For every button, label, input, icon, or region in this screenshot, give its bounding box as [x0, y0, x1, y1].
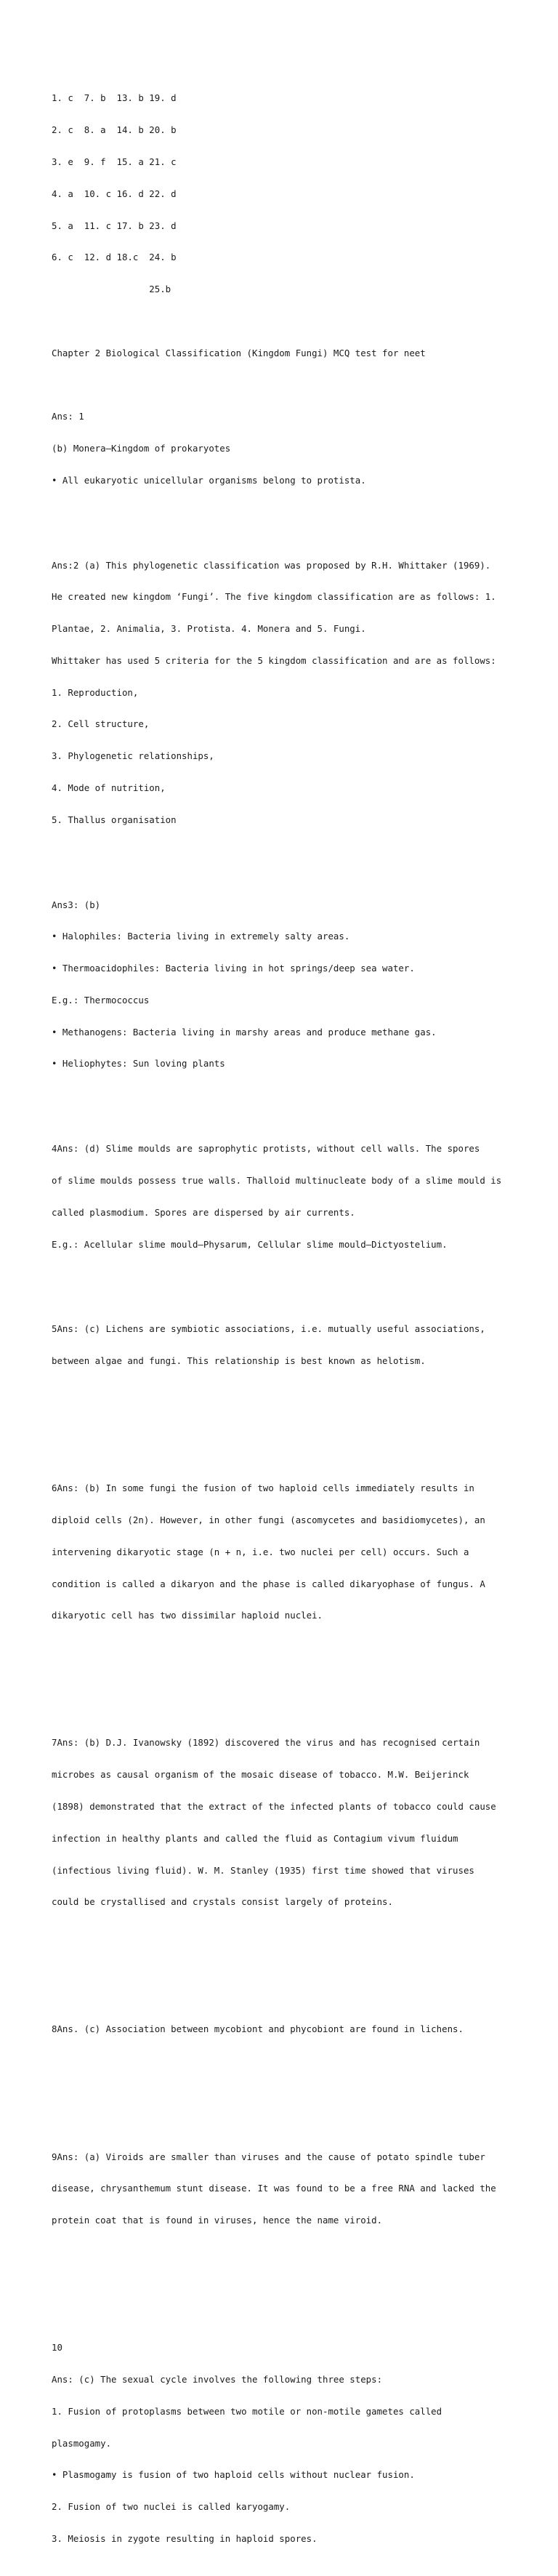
- text-line: 9Ans: (a) Viroids are smaller than viruses and the cause of potato spindle tuber: [52, 2151, 485, 2162]
- text-line: 2. Fusion of two nuclei is called karyogamy.: [52, 2501, 291, 2513]
- answer-key-row: 5. a 11. c 17. b 23. d: [52, 220, 177, 231]
- text-line: 6Ans: (b) In some fungi the fusion of two haploid cells immediately results in: [52, 1482, 474, 1494]
- text-line: disease, chrysanthemum stunt disease. It was found to be a free RNA and lacked the: [52, 2183, 496, 2194]
- answer-9: [52, 2130, 553, 2247]
- text-line: Plantae, 2. Animalia, 3. Protista. 4. Monera and 5. Fungi.: [52, 623, 366, 635]
- text-line: microbes as causal organism of the mosaic disease of tobacco. M.W. Beijerinck: [52, 1769, 469, 1781]
- text-line: 5. Thallus organisation: [52, 814, 177, 825]
- text-line: • Thermoacidophiles: Bacteria living in hot springs/deep sea water.: [52, 963, 415, 974]
- text-line: 1. Fusion of protoplasms between two motile or non-motile gametes called: [52, 2405, 442, 2417]
- text-line: • All eukaryotic unicellular organisms belong to protista.: [52, 474, 366, 486]
- text-line: plasmogamy.: [52, 2437, 112, 2449]
- text-line: condition is called a dikaryon and the phase is called dikaryophase of fungus. A: [52, 1578, 485, 1589]
- answer-6: [52, 1462, 553, 1642]
- answer-8: [52, 2003, 553, 2056]
- chapter-title: Chapter 2 Biological Classification (Kingdom Fungi) MCQ test for neet: [52, 347, 426, 358]
- text-line: • Halophiles: Bacteria living in extremely salty areas.: [52, 931, 350, 942]
- text-line: 4Ans: (d) Slime moulds are saprophytic protists, without cell walls. The spores: [52, 1143, 480, 1155]
- paragraph-gap: [52, 1674, 553, 1685]
- answer-key-row: 6. c 12. d 18.c 24. b: [52, 252, 177, 263]
- text-line: Ans:2 (a) This phylogenetic classification was proposed by R.H. Whittaker (1969).: [52, 559, 491, 571]
- text-line: between algae and fungi. This relationship is best known as helotism.: [52, 1355, 426, 1367]
- answer-7: [52, 1717, 553, 1929]
- answer-10: [52, 2322, 553, 2566]
- text-line: 7Ans: (b) D.J. Ivanowsky (1892) discovered the virus and has recognised certain: [52, 1737, 480, 1749]
- answer-3: [52, 878, 553, 1091]
- answer-key-row: 1. c 7. b 13. b 19. d: [52, 92, 177, 104]
- text-line: • Heliophytes: Sun loving plants: [52, 1058, 225, 1070]
- text-line: (infectious living fluid). W. M. Stanley (1935) first time showed that viruses: [52, 1864, 474, 1876]
- text-line: (1898) demonstrated that the extract of the infected plants of tobacco could cause: [52, 1800, 496, 1812]
- paragraph-gap: [52, 2279, 553, 2290]
- text-line: Ans: (c) The sexual cycle involves the following three steps:: [52, 2374, 383, 2386]
- answer-key-row: 2. c 8. a 14. b 20. b: [52, 124, 177, 136]
- answer-5: [52, 1303, 553, 1388]
- text-line: E.g.: Thermococcus: [52, 994, 150, 1006]
- answer-key: [52, 72, 553, 316]
- text-line: • Plasmogamy is fusion of two haploid cells without nuclear fusion.: [52, 2469, 415, 2481]
- answer-1: [52, 390, 553, 507]
- text-line: 3. Phylogenetic relationships,: [52, 750, 214, 762]
- answer-4: [52, 1123, 553, 1271]
- answer-key-row: 25.b: [52, 284, 171, 295]
- document-page: [52, 51, 553, 2576]
- text-line: called plasmodium. Spores are dispersed by air currents.: [52, 1206, 355, 1218]
- text-line: 2. Cell structure,: [52, 718, 150, 730]
- paragraph-gap: [52, 1420, 553, 1431]
- text-line: Whittaker has used 5 criteria for the 5 kingdom classification and are as follows:: [52, 654, 496, 666]
- text-line: 1. Reproduction,: [52, 686, 139, 698]
- text-line: of slime moulds possess true walls. Thalloid multinucleate body of a slime mould is: [52, 1174, 502, 1186]
- paragraph-gap: [52, 1961, 553, 1972]
- text-line: 3. Meiosis in zygote resulting in haploid spores.: [52, 2532, 318, 2544]
- text-line: 4. Mode of nutrition,: [52, 782, 166, 793]
- text-line: Ans: 1: [52, 411, 84, 422]
- text-line: protein coat that is found in viruses, hence the name viroid.: [52, 2215, 383, 2226]
- text-line: 10: [52, 2342, 62, 2354]
- text-line: • Methanogens: Bacteria living in marshy areas and produce methane gas.: [52, 1026, 437, 1038]
- answer-key-row: 3. e 9. f 15. a 21. c: [52, 156, 177, 167]
- text-line: diploid cells (2n). However, in other fungi (ascomycetes and basidiomycetes), an: [52, 1514, 485, 1525]
- text-line: Ans3: (b): [52, 899, 101, 910]
- paragraph-gap: [52, 2088, 553, 2099]
- text-line: could be crystallised and crystals consist largely of proteins.: [52, 1896, 393, 1908]
- answer-2: [52, 539, 553, 846]
- text-line: E.g.: Acellular slime mould—Physarum, Cellular slime mould—Dictyostelium.: [52, 1238, 448, 1250]
- text-line: dikaryotic cell has two dissimilar haploid nuclei.: [52, 1610, 323, 1621]
- text-line: 8Ans. (c) Association between mycobiont and phycobiont are found in lichens.: [52, 2023, 464, 2035]
- text-line: (b) Monera—Kingdom of prokaryotes: [52, 442, 231, 454]
- text-line: intervening dikaryotic stage (n + n, i.e. two nuclei per cell) occurs. Such a: [52, 1546, 469, 1557]
- text-line: infection in healthy plants and called the fluid as Contagium vivum fluidum: [52, 1832, 458, 1844]
- answer-key-row: 4. a 10. c 16. d 22. d: [52, 188, 177, 199]
- text-line: He created new kingdom ‘Fungi’. The five kingdom classification are as follows: 1.: [52, 591, 496, 603]
- text-line: 5Ans: (c) Lichens are symbiotic associations, i.e. mutually useful associations,: [52, 1323, 485, 1335]
